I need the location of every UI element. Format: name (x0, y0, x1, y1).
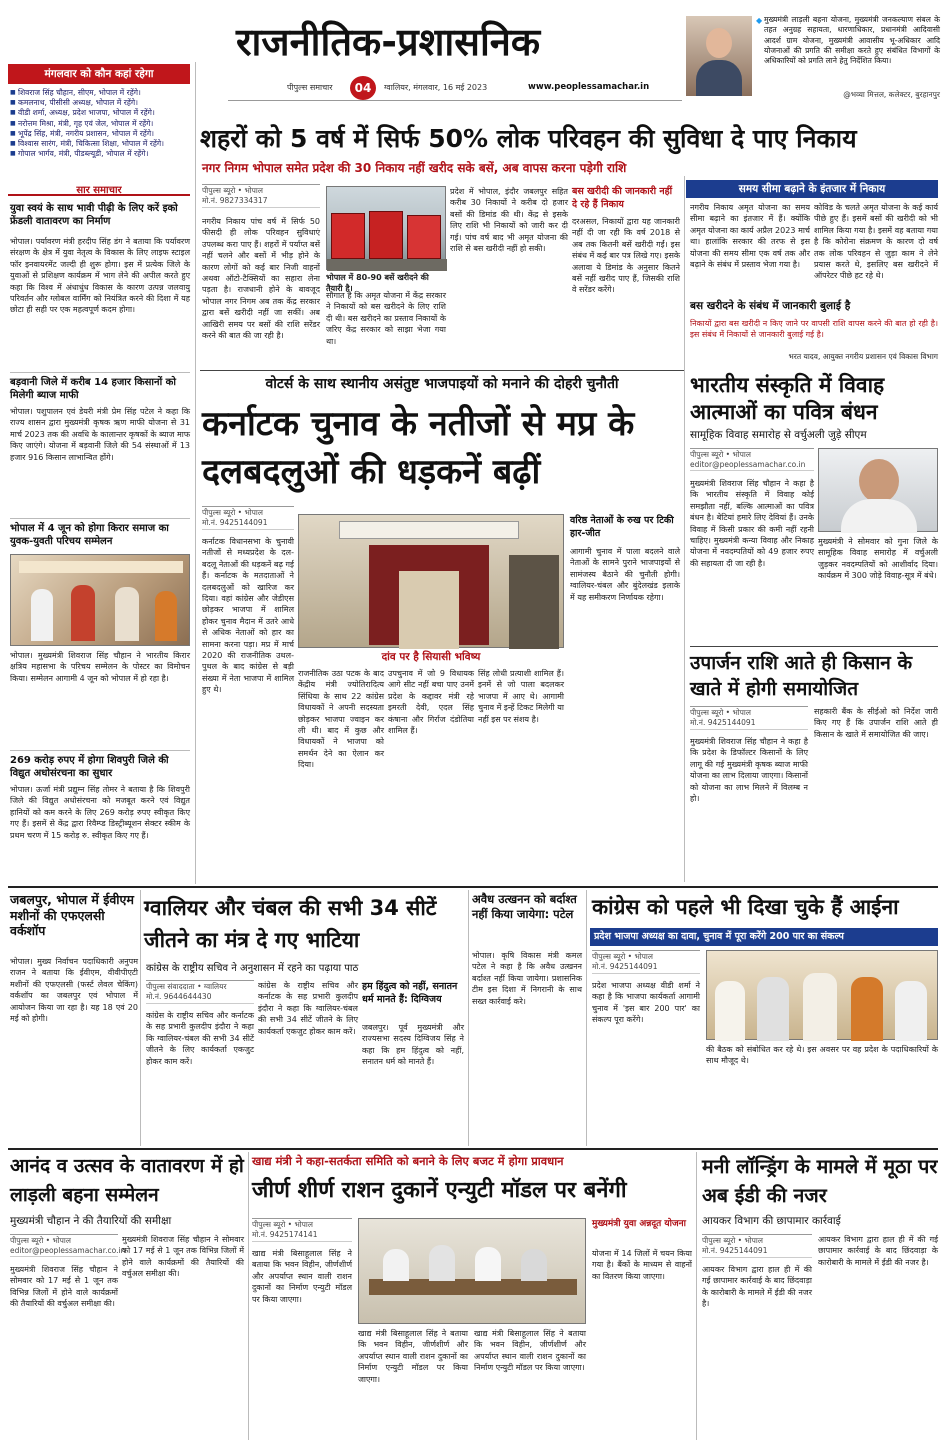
section-title: राजनीतिक-प्रशासनिक (236, 20, 541, 64)
bhatia-body: कांग्रेस के राष्ट्रीय सचिव और कर्नाटक के सह प्रभारी कुलदीप इंदौरा ने कहा कि ग्वालियर-चंबल की सभी 34 सीटें जीतने के लिए कार्यकर्ता एकजुट होकर काम करें। (146, 1011, 254, 1066)
schedule-item: ■ शिवराज सिंह चौहान, सीएम, भोपाल में रहेंगे। (10, 88, 190, 98)
aaina-headline: कांग्रेस को पहले भी दिखा चुके हैं आईना (592, 895, 899, 919)
masthead-spacer (8, 16, 183, 54)
byline-text: पीपुल्स ब्यूरो • भोपाल (10, 1236, 71, 1245)
divider (10, 750, 190, 751)
ration-body: खाद्य मंत्री बिसाहूलाल सिंह ने बताया कि भवन विहीन, जीर्णशीर्ण और अपर्याप्त स्थान वाली राशन दुकानों का निर्माण एन्युटी मॉडल पर किया जाएगा। (252, 1249, 352, 1304)
byline-mobile: मो.नं. 9425144091 (202, 518, 268, 527)
bus-photo (326, 186, 446, 270)
annadoot-title: मुख्यमंत्री युवा अन्नदूत योजना (592, 1219, 686, 1229)
brief-body: भोपाल। पर्यावरण मंत्री हरदीप सिंह डंग ने बताया कि पर्यावरण संरक्षण के क्षेत्र में युवा नेतृत्व के विकास के लिए लाइफ स्टाइल फॉर इनवायरमेंट जल्दी ही शुरू होगा। इस में प्रत्येक जिले के युवाओं से प्रशिक्षण कार्यक्रम में भाग लेने की अपील करते हुए कहा कि विश्व में अंधाधुंध विकास के कारण उत्पन्न जलवायु परिवर्तन और ग्लोबल वार्मिंग को नियंत्रित करने की दिशा में यह छोटा ही सही पर एक महत्वपूर्ण कदम होगा। (10, 237, 190, 315)
byline-text: पीपुल्स ब्यूरो • भोपाल (202, 186, 263, 195)
vivah-headline: भारतीय संस्कृति में विवाह आत्माओं का पवित्र बंधन (690, 373, 885, 424)
lead2-kicker: वोटर्स के साथ स्थानीय असंतुष्ट भाजपाइयों को मनाने की दोहरी चुनौती (265, 376, 619, 392)
aaina-body: प्रदेश भाजपा अध्यक्ष वीडी शर्मा ने कहा है कि भाजपा कार्यकर्ता आगामी चुनाव में 'इस बार 200 पार' का संकल्प पूरा करेंगे। (592, 981, 700, 1025)
ladli-body: मुख्यमंत्री शिवराज सिंह चौहान ने सोमवार को 17 मई से 1 जून तक विभिन्न जिलों में होने वाले कार्यक्रमों की तैयारियों की वर्चुअल समीक्षा की। (10, 1265, 118, 1309)
side-box-title: समय सीमा बढ़ाने के इंतजार में निकाय (686, 180, 938, 198)
kisan-body: मुख्यमंत्री शिवराज सिंह चौहान ने कहा है कि प्रदेश के डिफॉल्टर किसानों के लिए लागू की गई मुख्यमंत्री कृषक ब्याज माफी योजना का लाभ दिलाया जाएगा। किसानों को योजना का लाभ मिलने में विलम्ब न हो। (690, 737, 808, 804)
digvijay-body: जबलपुर। पूर्व मुख्यमंत्री और राज्यसभा सदस्य दिग्विजय सिंह ने कहा कि हम हिंदुत्व को नहीं, सनातन धर्म को मानते हैं। (362, 1023, 464, 1067)
byline-mobile: मो.नं. 9425144091 (690, 718, 756, 727)
lead1-subhead: नगर निगम भोपाल समेत प्रदेश की 30 निकाय नहीं खरीद सके बसें, अब वापस करना पड़ेगी राशि (202, 161, 627, 175)
masthead-rule (228, 100, 682, 101)
annadoot-body: योजना में 14 जिलों में चयन किया गया है। बैंकों के माध्यम से वाहनों का वितरण किया जाएगा। (592, 1249, 692, 1281)
ration-meeting-photo (358, 1218, 586, 1324)
schedule-item: ■ विश्वास सारंग, मंत्री, चिकित्सा शिक्षा, भोपाल में रहेंगे। (10, 139, 190, 149)
lead1-col4: दरअसल, निकायों द्वारा यह जानकारी नहीं दी जा रही कि वर्ष 2018 से अब तक कितनी बसें खरीदी गईं। इस संबंध में कई बार पत्र लिखे गए। इसके अलावा ये डिमांड के अनुसार कितने बसें नहीं खरीद पाए हैं, जिसकी राशि वे सरेंडर करेंगे। (572, 217, 680, 295)
evm-title: जबलपुर, भोपाल में ईवीएम मशीनों की एफएलसी वर्कशॉप (10, 892, 134, 938)
quote-handle: @भव्या मित्तल, कलेक्टर, बुरहानपुर (843, 90, 940, 99)
side-box-col1: नगरीय निकाय अमृत योजना का समय सीमा बढ़ाने का इंतजार में हैं। क्योंकि अमृत योजना का कार्य अप्रैल 2023 मार्च था। हालांकि सरकार की तरफ से इस योजना की समय सीमा एक वर्ष तक और बढ़ाने के संबंध में प्रस्ताव भेजा गया है। (690, 203, 810, 270)
kisan-byline (690, 706, 808, 732)
brief-title: 269 करोड़ रुपए में होगा शिवपुरी जिले की विद्युत अधोसंरचना का सुधार (10, 755, 169, 779)
schedule-item: ■ कमलनाथ, पीसीसी अध्यक्ष, भोपाल में रहेंगे। (10, 98, 190, 108)
brief-title: युवा स्वयं के साथ भावी पीढ़ी के लिए करें इको फ्रेंडली वातावरण का निर्माण (10, 203, 178, 227)
lead2-photo-caption: दांव पर है सियासी भविष्य (381, 651, 481, 663)
lead2-col3: उपचुनाव में जो 9 विधायक आगे सीट नहीं बचा पाए उनमें प्रदेश के कद्दावर मंत्री रहे इमरती देवी, एदल सिंह कंषाना और गिर्राज दंडोतिया शामिल हैं। (388, 669, 474, 736)
bhatia-subhead: कांग्रेस के राष्ट्रीय सचिव ने अनुशासन में रहने का पढ़ाया पाठ (146, 963, 359, 974)
ladli-headline: आनंद व उत्सव के वातावरण में हो लाड़ली बहना सम्मेलन (10, 1155, 244, 1206)
brief-body: भोपाल। ऊर्जा मंत्री प्रद्युम्न सिंह तोमर ने बताया है कि शिवपुरी जिले की विद्युत अधोसंरचना को मजबूत करने एवं विद्युत हानियों को कम करने के लिए 269 करोड़ रुपए स्वीकृत किए गए हैं। इसमें से केंद्र द्वारा रिवैम्प्ड डिस्ट्रीब्यूशन सेक्टर स्कीम के प्रथम चरण में 15 करोड़ रु. स्वीकृत किए गए हैं। (10, 785, 190, 840)
lead2-col4: सिंह लोधी प्रत्याशी शामिल हैं। इनमें से जो पाला बदलकर भाजपा में आए थे। आगामी चुनाव में इन्हें टिकट मिलेगी या नहीं इस पर संशय है। (478, 669, 564, 724)
lead1-col4-title: बस खरीदी की जानकारी नहीं दे रहे हैं निकाय (572, 186, 673, 210)
schedule-list (10, 88, 190, 176)
meeting-credit: भरत यादव, आयुक्त नगरीय प्रशासन एवं विकास विभाग (788, 352, 938, 361)
section-divider (690, 646, 938, 647)
ladli-byline (10, 1234, 126, 1260)
ed-byline (702, 1234, 812, 1260)
lead2-col1: कर्नाटक विधानसभा के चुनावी नतीजों से मध्यप्रदेश के दल-बदलू नेताओं की धड़कनें बढ़ गई हैं। कर्नाटक के मतदाताओं ने दलबदलुओं को खारिज कर दिया। वहां कांग्रेस और जेडीएस छोड़कर भाजपा में शामिल होकर चुनाव मैदान में उतरे आधे से अधिक नेताओं को हार का सामना करना पड़ा। मप्र में मार्च 2020 की राजनीतिक उथल-पुथल के बाद कांग्रेस से बड़ी संख्या में नेता भाजपा में शामिल हुए थे। (202, 537, 294, 695)
schedule-item: ■ भूपेंद्र सिंह, मंत्री, नगरीय प्रशासन, भोपाल में रहेंगे। (10, 129, 190, 139)
website-link[interactable]: www.peoplessamachar.in (528, 82, 650, 92)
brief-title: भोपाल में 4 जून को होगा किरार समाज का युवक-युवती परिचय सम्मेलन (10, 523, 169, 547)
meeting-title: बस खरीदने के संबंध में जानकारी बुलाई है (690, 300, 851, 312)
ration-body-cont: खाद्य मंत्री बिसाहूलाल सिंह ने बताया कि भवन विहीन, जीर्णशीर्ण और अपर्याप्त स्थान वाली राशन दुकानों का निर्माण एन्युटी मॉडल पर किया जाएगा। (358, 1329, 468, 1384)
divider (10, 372, 190, 373)
ladli-body-cont: मुख्यमंत्री शिवराज सिंह चौहान ने सोमवार को 17 मई से 1 जून तक विभिन्न जिलों में होने वाले कार्यक्रमों की तैयारियों की वर्चुअल समीक्षा की। (122, 1235, 244, 1279)
aaina-body2: की बैठक को संबोधित कर रहे थे। इस अवसर पर वह प्रदेश के पदाधिकारियों के साथ मौजूद थे। (706, 1045, 938, 1066)
paper-name: पीपुल्स समाचार (287, 83, 333, 92)
lead2-byline (202, 506, 294, 534)
byline-mobile: मो.नं. 9644644430 (146, 992, 212, 1001)
schedule-item: ■ गोपाल भार्गव, मंत्री, पीडब्ल्यूडी, भोपाल में रहेंगे। (10, 149, 190, 159)
ed-body-cont: आयकर विभाग द्वारा हाल ही में की गई छापामार कार्रवाई के बाद छिंदवाड़ा के कारोबारी के मामले में ईडी की नजर है। (818, 1235, 938, 1267)
ration-body-cont2: खाद्य मंत्री बिसाहूलाल सिंह ने बताया कि भवन विहीन, जीर्णशीर्ण और अपर्याप्त स्थान वाली राशन दुकानों का निर्माण एन्युटी मॉडल पर किया जाएगा। (474, 1329, 586, 1373)
collector-photo (686, 16, 752, 96)
aaina-byline (592, 950, 700, 976)
lead2-headline: कर्नाटक चुनाव के नतीजों से मप्र के दलबदलुओं की धड़कनें बढ़ीं (202, 404, 635, 492)
lead1-col1: नगरीय निकाय पांच वर्ष में सिर्फ 50 फीसदी ही लोक परिवहन सुविधाएं उपलब्ध करा पाए हैं। शहरों में पर्याप्त बसें नहीं चलने और बसों में भीड़ होने के कारण लोगों को कई बार निजी वाहनों अथवा ऑटो-टैक्सियों का सहारा लेना पड़ता है। राजधानी होने के बावजूद भोपाल नगर निगम अब तक केंद्र सरकार द्वारा बसें खरीदी नहीं जा सकीं। अब आखिरी समय पर बसों की राशि सरेंडर करने की बात की जा रही है। (202, 217, 320, 341)
vivah-byline (690, 448, 814, 474)
kisan-headline: उपार्जन राशि आते ही किसान के खाते में होगी समायोजित (690, 652, 913, 700)
byline-text: पीपुल्स ब्यूरो • भोपाल (592, 952, 653, 961)
khanan-title: अवैध उत्खनन को बर्दाश्त नहीं किया जायेगा: पटेल (472, 892, 577, 921)
byline-text: पीपुल्स ब्यूरो • भोपाल (702, 1236, 763, 1245)
lead2-col2: राजनीतिक उठा पटक के बाद केंद्रीय मंत्री ज्योतिरादित्य सिंधिया के साथ 22 कांग्रेस विधायकों ने अपनी सदस्यता छोड़कर भाजपा ज्वाइन कर ली थी। बाद में कुछ और विधायकों ने भाजपा को समर्थन देने का ऐलान कर दिया। (298, 669, 384, 770)
column-rule (586, 890, 587, 1146)
vivah-subhead: सामूहिक विवाह समारोह से वर्चुअली जुड़े सीएम (690, 429, 867, 441)
ration-kicker: खाद्य मंत्री ने कहा-सतर्कता समिति को बनाने के लिए बजट में होगा प्रावधान (252, 1154, 564, 1168)
byline-text: पीपुल्स ब्यूरो • भोपाल (202, 508, 263, 517)
ration-byline (252, 1218, 352, 1244)
twitter-icon: ◆ (756, 16, 763, 25)
cm-photo (818, 448, 938, 532)
byline-text: पीपुल्स संवाददाता • ग्वालियर (146, 982, 227, 991)
byline-mobile: मो.नं. 9827334317 (202, 196, 268, 205)
byline-mobile: मो.नं. 9425174141 (252, 1230, 318, 1239)
schedule-item: ■ वीडी शर्मा, अध्यक्ष, प्रदेश भाजपा, भोपाल में रहेंगे। (10, 108, 190, 118)
party-office-photo (298, 514, 564, 648)
byline-text: पीपुल्स ब्यूरो • भोपाल (252, 1220, 313, 1229)
evm-body: भोपाल। मुख्य निर्वाचन पदाधिकारी अनुपम राजन ने बताया कि ईवीएम, वीवीपीएटी मशीनों की एफएलसी (फर्स्ट लेवल चेकिंग) वर्कशॉप का जबलपुर एवं भोपाल में आयोजन किया जा रहा है। यह 18 एवं 20 मई को होगी। (10, 957, 138, 1024)
quote-text: मुख्यमंत्री लाड़ली बहना योजना, मुख्यमंत्री जनकल्याण संबल के तहत अनुग्रह सहायता, धारणाधिकार, प्रधानमंत्री आदिवासी आदर्श ग्राम योजना, मुख्यमंत्री आवासीय भू-अधिकार आदि योजनाओं की प्रगति की समीक्षा करते हुए संबंधित विभागों के अधिकारियों को प्रगति लाने हेतु निर्देशित किया। (764, 15, 940, 66)
column-rule (468, 890, 469, 1146)
meeting-body: निकायों द्वारा बस खरीदी न किए जाने पर वापसी राशि वापस करने की बात हो रही है। इस संबंध में निकायों से जानकारी बुलाई गई है। (690, 319, 938, 340)
ed-subhead: आयकर विभाग की छापामार कार्रवाई (702, 1215, 841, 1227)
column-rule (140, 890, 141, 1146)
lead2-col5: आगामी चुनाव में पाला बदलने वाले नेताओं के सामने पुराने भाजपाइयों से सामंजस्य बैठाने की चुनौती होगी। ग्वालियर-चंबल और बुंदेलखंड इलाके में यह समीकरण निर्णायक रहेगा। (570, 547, 680, 602)
schedule-item: ■ नरोत्तम मिश्रा, मंत्री, गृह एवं जेल, भोपाल में रहेंगे। (10, 119, 190, 129)
section-divider (8, 1148, 938, 1150)
brief-body: भोपाल। पशुपालन एवं डेयरी मंत्री प्रेम सिंह पटेल ने कहा कि राज्य शासन द्वारा मुख्यमंत्री कृषक ऋण माफी योजना से 31 मार्च 2023 तक की अवधि के कालान्तर कृषकों के ब्याज माफ किए जाएंगे। योजना में बड़वानी जिले की 54 संस्थाओं में 13 हजार 916 किसान लाभान्वित होंगे। (10, 407, 190, 462)
khanan-body: भोपाल। कृषि विकास मंत्री कमल पटेल ने कहा है कि अवैध उत्खनन बर्दाश्त नहीं किया जायेगा। प्रशासनिक टीम इस दिशा में निगरानी के साथ सख्त कार्रवाई करे। (472, 951, 582, 1006)
lead1-headline: शहरों को 5 वर्ष में सिर्फ 50% लोक परिवहन की सुविधा दे पाए निकाय (200, 124, 857, 153)
column-rule (195, 62, 196, 884)
bus-photo-caption: भोपाल में 80-90 बसें खरीदने की तैयारी है। (326, 273, 429, 293)
aaina-subhead: प्रदेश भाजपा अध्यक्ष का दावा, चुनाव में पूरा करेंगे 200 पार का संकल्प (590, 928, 938, 946)
vivah-body2: मुख्यमंत्री ने सोमवार को गुना जिले के सामूहिक विवाह समारोह में वर्चुअली जुड़कर नवदम्पतियों को आशीर्वाद दिया। कार्यक्रम में 300 जोड़े विवाह-सूत्र में बंधे। (818, 537, 938, 581)
lead1-byline (202, 184, 320, 212)
kisan-body2: सहकारी बैंक के सीईओ को निर्देश जारी किए गए हैं कि उपार्जन राशि आते ही किसान के खाते में समायोजित की जाए। (814, 707, 938, 739)
lead1-col3: प्रदेश में भोपाल, इंदौर जबलपुर सहित करीब 30 निकायों ने करीब दो हजार बसों की डिमांड की थी। केंद्र से इसके लिए राशि भी निकायों को जारी कर दी गई। पांच वर्ष बाद भी अमृत योजना की राशि से बस खरीदी नहीं हो सकी। (450, 187, 568, 254)
dateline: ग्वालियर, मंगलवार, 16 मई 2023 (384, 83, 488, 92)
brief-body: भोपाल। मुख्यमंत्री शिवराज सिंह चौहान ने भारतीय किरार क्षत्रिय महासभा के परिचय सम्मेलन के पोस्टर का विमोचन किया। सम्मेलन आगामी 4 जून को भोपाल में हो रहा है। (10, 651, 190, 683)
byline-text: पीपुल्स ब्यूरो • भोपाल (690, 450, 751, 459)
byline-email: editor@peoplessamachar.co.in (10, 1246, 126, 1255)
byline-email: editor@peoplessamachar.co.in (690, 460, 806, 469)
page-number: 04 (350, 76, 376, 100)
lead2-col5-title: वरिष्ठ नेताओं के रुख पर टिकी हार-जीत (570, 515, 674, 539)
digvijay-title: हम हिंदुत्व को नहीं, सनातन धर्म मानते हैं: दिग्विजय (362, 981, 458, 1005)
ladli-subhead: मुख्यमंत्री चौहान ने की तैयारियों की समीक्षा (10, 1215, 172, 1227)
vivah-body: मुख्यमंत्री शिवराज सिंह चौहान ने कहा है कि भारतीय संस्कृति में विवाह कोई समझौता नहीं, बल्कि आत्माओं का पवित्र बंधन है। बेटियां हमारे लिए देवियां हैं। उनके विवाह में किसी प्रकार की कमी नहीं रहनी चाहिए। मुख्यमंत्री कन्या विवाह और निकाह योजना में नवदम्पतियों को 49 हजार रुपए की सहायता दी जा रही है। (690, 479, 814, 568)
column-rule (684, 176, 685, 882)
brief-title: बड़वानी जिले में करीब 14 हजार किसानों को मिलेगी ब्याज माफी (10, 377, 176, 401)
byline-mobile: मो.नं. 9425144091 (702, 1246, 768, 1255)
byline-text: पीपुल्स ब्यूरो • भोपाल (690, 708, 751, 717)
side-box-col2: कोविड के चलते अमृत योजना के कई कार्य पीछे हुए हैं। इसमें बसों की खरीदी को भी शामिल किया गया है। इसमें वह बताया गया है कि कोरोना संक्रमण के कारण दो वर्ष तक लोक परिवहन से जुड़ा काम ने लेने प्रयास करते थे, इसलिए बस खरीदने में ऑपरेटर पीछे हट रहे थे। (814, 203, 938, 281)
bhatia-body-cont: कांग्रेस के राष्ट्रीय सचिव और कर्नाटक के सह प्रभारी कुलदीप इंदौरा ने कहा कि ग्वालियर-चंबल की सभी 34 सीटें जीतने के लिए कार्यकर्ता एकजुट होकर काम करें। (258, 981, 358, 1036)
ration-headline: जीर्ण शीर्ण राशन दुकानें एन्युटी मॉडल पर बनेंगी (252, 1178, 627, 1203)
divider (10, 518, 190, 519)
ed-body: आयकर विभाग द्वारा हाल ही में की गई छापामार कार्रवाई के बाद छिंदवाड़ा के कारोबारी के मामले में ईडी की नजर है। (702, 1265, 812, 1309)
column-rule (248, 1152, 249, 1440)
sar-samachar-label: सार समाचार (8, 182, 190, 196)
bjp-meeting-photo (706, 950, 938, 1040)
byline-mobile: मो.नं. 9425144091 (592, 962, 658, 971)
bhatia-byline (146, 980, 254, 1006)
section-divider (8, 886, 938, 888)
schedule-title: मंगलवार को कौन कहां रहेगा (8, 64, 190, 84)
ed-headline: मनी लॉन्ड्रिंग के मामले में मूठा पर अब ईडी की नजर (702, 1155, 938, 1207)
bhatia-headline: ग्वालियर और चंबल की सभी 34 सीटें जीतने का मंत्र दे गए भाटिया (144, 896, 437, 952)
lead1-col2: सौगात है कि अमृत योजना में केंद्र सरकार ने निकायों को बस खरीदने के लिए राशि दी थी। बस खरीदने का प्रस्ताव निकायों के जरिए केंद्र सरकार को साझा भेजा गया था। (326, 291, 446, 346)
section-divider (200, 370, 684, 371)
column-rule (696, 1152, 697, 1440)
kirar-event-photo (10, 554, 190, 646)
